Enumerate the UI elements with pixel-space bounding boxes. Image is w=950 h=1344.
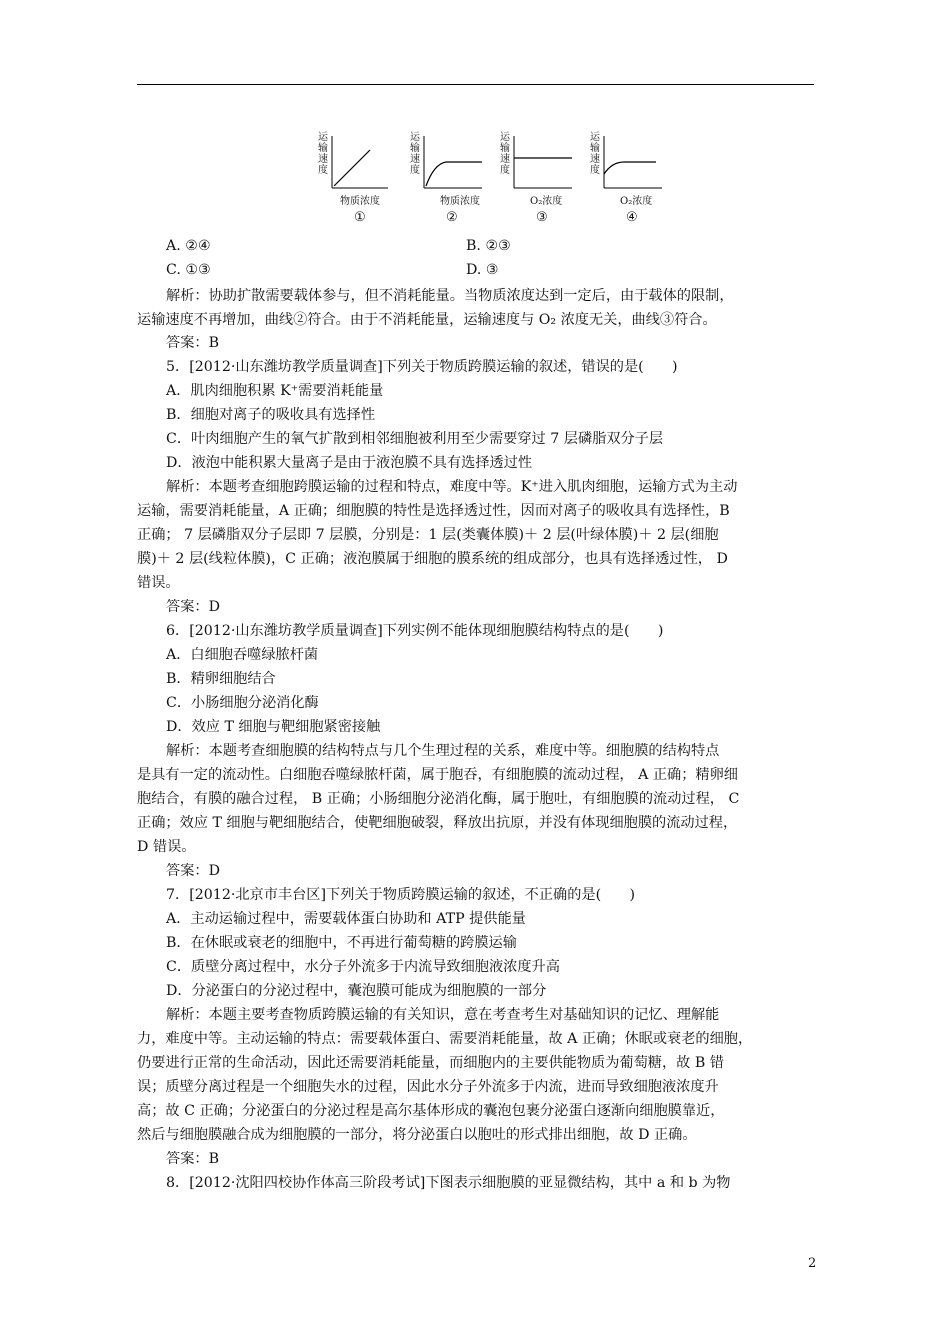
graph-1-xlabel: 物质浓度 xyxy=(340,196,380,207)
graph-3-xlabel: O₂浓度 xyxy=(530,196,563,207)
graph-3-number: ③ xyxy=(536,210,548,225)
q7-option-c: C．质壁分离过程中，水分子外流多于内流导致细胞液浓度升高 xyxy=(166,959,560,975)
q6-analysis-line: 胞结合，有膜的融合过程， B 正确；小肠细胞分泌消化酶，属于胞吐，有细胞膜的流动过程， C xyxy=(137,791,740,807)
q5-option-b: B．细胞对离子的吸收具有选择性 xyxy=(166,407,376,423)
graph-4-ylabel: 运输速度 xyxy=(590,132,600,176)
q4-answer: 答案：B xyxy=(166,335,219,351)
q5-analysis-line: 正确； 7 层磷脂双分子层即 7 层膜，分别是：1 层(类囊体膜)＋ 2 层(叶绿体膜)＋ 2 层(细胞 xyxy=(137,527,719,543)
graph-4 xyxy=(590,128,672,228)
q7-stem: 7．[2012·北京市丰台区]下列关于物质跨膜运输的叙述，不正确的是( ) xyxy=(166,887,636,903)
graph-4-curve xyxy=(604,162,656,174)
q4-analysis-line: 解析：协助扩散需要载体参与，但不消耗能量。当物质浓度达到一定后，由于载体的限制， xyxy=(166,288,734,304)
q5-analysis-line: 解析：本题考查细胞跨膜运输的过程和特点，难度中等。K⁺进入肌肉细胞，运输方式为主动 xyxy=(166,479,738,495)
q7-analysis-line: 解析：本题主要考查物质跨膜运输的有关知识，意在考查考生对基础知识的记忆、理解能 xyxy=(166,1007,720,1023)
q6-option-b: B．精卵细胞结合 xyxy=(166,671,276,687)
q5-option-d: D．液泡中能积累大量离子是由于液泡膜不具有选择透过性 xyxy=(166,455,533,471)
q7-option-a: A．主动运输过程中，需要载体蛋白协助和 ATP 提供能量 xyxy=(166,911,526,927)
graph-2-curve xyxy=(426,162,482,186)
q4-option-b: B. ②③ xyxy=(466,238,511,254)
graph-1-ylabel: 运输速度 xyxy=(318,132,328,176)
q7-option-b: B．在休眠或衰老的细胞中，不再进行葡萄糖的跨膜运输 xyxy=(166,935,517,951)
q6-analysis-line: 正确；效应 T 细胞与靶细胞结合，使靶细胞破裂，释放出抗原，并没有体现细胞膜的流动过程， xyxy=(137,815,738,831)
graph-2-number: ② xyxy=(446,210,458,225)
graph-3 xyxy=(500,128,582,228)
q5-analysis-line: 膜)＋ 2 层(线粒体膜)，C 正确；液泡膜属于细胞的膜系统的组成部分，也具有选择透过性， D xyxy=(137,551,728,567)
graph-1-number: ① xyxy=(354,210,366,225)
q5-analysis-line: 运输，需要消耗能量，A 正确；细胞膜的特性是选择透过性，因而对离子的吸收具有选择性，B xyxy=(137,503,730,519)
q6-analysis-line: 是具有一定的流动性。白细胞吞噬绿脓杆菌，属于胞吞，有细胞膜的流动过程， A 正确；精卵细 xyxy=(137,767,738,783)
q7-analysis-line: 力，难度中等。主动运输的特点：需要载体蛋白、需要消耗能量，故 A 正确；休眠或衰老的细胞， xyxy=(137,1031,753,1047)
q6-option-d: D．效应 T 细胞与靶细胞紧密接触 xyxy=(166,719,381,735)
graph-1-curve xyxy=(334,150,370,186)
q6-analysis-line: D 错误。 xyxy=(137,839,196,855)
q6-analysis-line: 解析：本题考查细胞膜的结构特点与几个生理过程的关系，难度中等。细胞膜的结构特点 xyxy=(166,743,720,759)
transport-rate-graphs xyxy=(310,128,670,228)
q4-option-a: A. ②④ xyxy=(166,238,211,254)
graph-2-xlabel: 物质浓度 xyxy=(440,196,480,207)
q6-stem: 6．[2012·山东潍坊教学质量调查]下列实例不能体现细胞膜结构特点的是( ) xyxy=(166,623,664,639)
q4-analysis-line: 运输速度不再增加，曲线②符合。由于不消耗能量，运输速度与 O₂ 浓度无关，曲线③符合。 xyxy=(137,312,717,328)
q7-analysis-line: 然后与细胞膜融合成为细胞膜的一部分，将分泌蛋白以胞吐的形式排出细胞，故 D 正确。 xyxy=(137,1127,697,1143)
q6-option-a: A．白细胞吞噬绿脓杆菌 xyxy=(166,647,319,663)
q5-option-a: A．肌肉细胞积累 K⁺需要消耗能量 xyxy=(166,383,384,399)
graph-1 xyxy=(318,128,400,228)
q6-option-c: C．小肠细胞分泌消化酶 xyxy=(166,695,319,711)
q5-stem: 5．[2012·山东潍坊教学质量调查]下列关于物质跨膜运输的叙述，错误的是( ) xyxy=(166,359,678,375)
page-number: 2 xyxy=(808,1256,817,1271)
header-rule xyxy=(137,84,814,85)
q7-analysis-line: 高；故 C 正确；分泌蛋白的分泌过程是高尔基体形成的囊泡包裹分泌蛋白逐渐向细胞膜靠近， xyxy=(137,1103,725,1119)
q4-option-d: D. ③ xyxy=(466,262,499,278)
q4-option-c: C. ①③ xyxy=(166,262,211,278)
q7-analysis-line: 仍要进行正常的生命活动，因此还需要消耗能量，而细胞内的主要供能物质为葡萄糖，故 B 错 xyxy=(137,1055,724,1071)
q7-answer: 答案：B xyxy=(166,1151,219,1167)
graph-4-xlabel: O₂浓度 xyxy=(620,196,653,207)
q8-stem: 8．[2012·沈阳四校协作体高三阶段考试]下图表示细胞膜的亚显微结构，其中 a 和 b 为物 xyxy=(166,1175,731,1191)
q5-answer: 答案：D xyxy=(166,599,220,615)
graph-3-ylabel: 运输速度 xyxy=(500,132,510,176)
q5-analysis-line: 错误。 xyxy=(137,575,180,591)
q5-option-c: C．叶肉细胞产生的氧气扩散到相邻细胞被利用至少需要穿过 7 层磷脂双分子层 xyxy=(166,431,664,447)
graph-2 xyxy=(410,128,492,228)
q7-option-d: D．分泌蛋白的分泌过程中，囊泡膜可能成为细胞膜的一部分 xyxy=(166,983,547,999)
graph-4-number: ④ xyxy=(626,210,638,225)
q6-answer: 答案：D xyxy=(166,863,220,879)
q7-analysis-line: 误；质壁分离过程是一个细胞失水的过程，因此水分子外流多于内流，进而导致细胞液浓度升 xyxy=(137,1079,719,1095)
graph-2-ylabel: 运输速度 xyxy=(410,132,420,176)
